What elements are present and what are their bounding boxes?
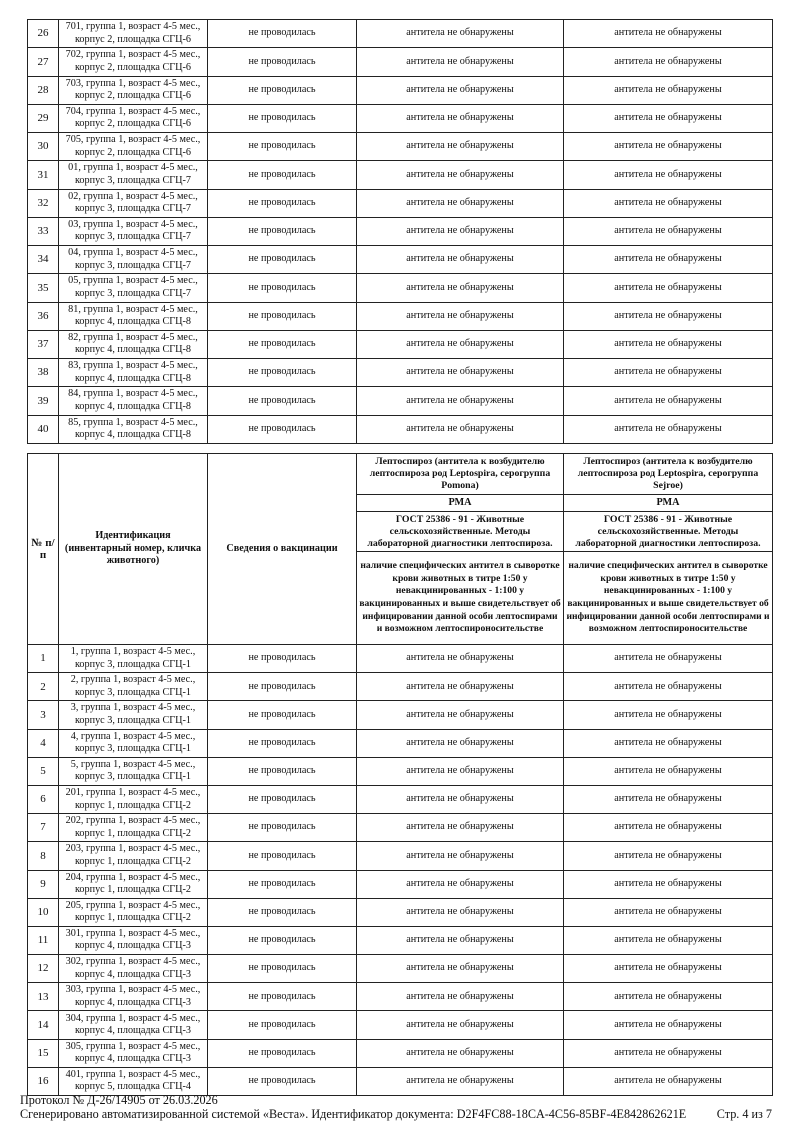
animal-identification: 84, группа 1, возраст 4-5 мес., корпус 4, площадка СГЦ-8 bbox=[59, 387, 208, 415]
header-number: № п/п bbox=[28, 454, 59, 645]
row-number: 31 bbox=[28, 161, 59, 189]
row-number: 15 bbox=[28, 1039, 59, 1067]
row-number: 4 bbox=[28, 729, 59, 757]
result-sejroe: антитела не обнаружены bbox=[564, 217, 773, 245]
vaccination-status: не проводилась bbox=[208, 387, 357, 415]
result-pomona: антитела не обнаружены bbox=[357, 302, 564, 330]
result-sejroe: антитела не обнаружены bbox=[564, 814, 773, 842]
result-sejroe: антитела не обнаружены bbox=[564, 645, 773, 673]
result-pomona: антитела не обнаружены bbox=[357, 926, 564, 954]
vaccination-status: не проводилась bbox=[208, 701, 357, 729]
table-row bbox=[28, 898, 773, 926]
table-row bbox=[28, 189, 773, 217]
row-number: 38 bbox=[28, 359, 59, 387]
animal-identification: 704, группа 1, возраст 4-5 мес., корпус 2, площадка СГЦ-6 bbox=[59, 104, 208, 132]
table-row bbox=[28, 955, 773, 983]
row-number: 10 bbox=[28, 898, 59, 926]
result-pomona: антитела не обнаружены bbox=[357, 1011, 564, 1039]
animal-identification: 303, группа 1, возраст 4-5 мес., корпус 4, площадка СГЦ-3 bbox=[59, 983, 208, 1011]
result-pomona: антитела не обнаружены bbox=[357, 701, 564, 729]
results-table-body bbox=[28, 20, 773, 444]
result-sejroe: антитела не обнаружены bbox=[564, 359, 773, 387]
vaccination-status: не проводилась bbox=[208, 785, 357, 813]
row-number: 16 bbox=[28, 1067, 59, 1095]
vaccination-status: не проводилась bbox=[208, 161, 357, 189]
table-row bbox=[28, 161, 773, 189]
result-pomona: антитела не обнаружены bbox=[357, 217, 564, 245]
table-row bbox=[28, 217, 773, 245]
result-pomona: антитела не обнаружены bbox=[357, 814, 564, 842]
vaccination-status: не проводилась bbox=[208, 76, 357, 104]
row-number: 37 bbox=[28, 330, 59, 358]
result-pomona: антитела не обнаружены bbox=[357, 104, 564, 132]
table-row bbox=[28, 330, 773, 358]
table-row bbox=[28, 359, 773, 387]
table-row bbox=[28, 814, 773, 842]
row-number: 32 bbox=[28, 189, 59, 217]
vaccination-status: не проводилась bbox=[208, 415, 357, 443]
vaccination-status: не проводилась bbox=[208, 217, 357, 245]
footer-line bbox=[20, 1107, 772, 1121]
results-table-continued bbox=[27, 19, 773, 444]
result-pomona: антитела не обнаружены bbox=[357, 1067, 564, 1095]
animal-identification: 301, группа 1, возраст 4-5 мес., корпус 4, площадка СГЦ-3 bbox=[59, 926, 208, 954]
animal-identification: 302, группа 1, возраст 4-5 мес., корпус 4, площадка СГЦ-3 bbox=[59, 955, 208, 983]
row-number: 5 bbox=[28, 757, 59, 785]
animal-identification: 204, группа 1, возраст 4-5 мес., корпус 1, площадка СГЦ-2 bbox=[59, 870, 208, 898]
page-number: Стр. 4 из 7 bbox=[716, 1107, 772, 1121]
row-number: 35 bbox=[28, 274, 59, 302]
result-sejroe: антитела не обнаружены bbox=[564, 76, 773, 104]
result-sejroe: антитела не обнаружены bbox=[564, 926, 773, 954]
result-pomona: антитела не обнаружены bbox=[357, 20, 564, 48]
result-pomona: антитела не обнаружены bbox=[357, 48, 564, 76]
result-sejroe: антитела не обнаружены bbox=[564, 1067, 773, 1095]
row-number: 7 bbox=[28, 814, 59, 842]
vaccination-status: не проводилась bbox=[208, 330, 357, 358]
result-pomona: антитела не обнаружены bbox=[357, 359, 564, 387]
result-sejroe: антитела не обнаружены bbox=[564, 330, 773, 358]
animal-identification: 1, группа 1, возраст 4-5 мес., корпус 3, площадка СГЦ-1 bbox=[59, 645, 208, 673]
result-sejroe: антитела не обнаружены bbox=[564, 104, 773, 132]
vaccination-status: не проводилась bbox=[208, 359, 357, 387]
table-row bbox=[28, 1011, 773, 1039]
table-row bbox=[28, 842, 773, 870]
row-number: 39 bbox=[28, 387, 59, 415]
result-sejroe: антитела не обнаружены bbox=[564, 415, 773, 443]
result-sejroe: антитела не обнаружены bbox=[564, 1039, 773, 1067]
results-table-body bbox=[28, 645, 773, 1096]
result-pomona: антитела не обнаружены bbox=[357, 1039, 564, 1067]
table-row bbox=[28, 104, 773, 132]
result-pomona: антитела не обнаружены bbox=[357, 729, 564, 757]
row-number: 26 bbox=[28, 20, 59, 48]
result-pomona: антитела не обнаружены bbox=[357, 415, 564, 443]
result-pomona: антитела не обнаружены bbox=[357, 189, 564, 217]
vaccination-status: не проводилась bbox=[208, 870, 357, 898]
result-sejroe: антитела не обнаружены bbox=[564, 1011, 773, 1039]
row-number: 40 bbox=[28, 415, 59, 443]
animal-identification: 85, группа 1, возраст 4-5 мес., корпус 4, площадка СГЦ-8 bbox=[59, 415, 208, 443]
table-row bbox=[28, 1067, 773, 1095]
result-sejroe: антитела не обнаружены bbox=[564, 246, 773, 274]
vaccination-status: не проводилась bbox=[208, 673, 357, 701]
vaccination-status: не проводилась bbox=[208, 814, 357, 842]
table-row bbox=[28, 48, 773, 76]
row-number: 3 bbox=[28, 701, 59, 729]
result-pomona: антитела не обнаружены bbox=[357, 898, 564, 926]
table-row bbox=[28, 1039, 773, 1067]
animal-identification: 5, группа 1, возраст 4-5 мес., корпус 3, площадка СГЦ-1 bbox=[59, 757, 208, 785]
animal-identification: 81, группа 1, возраст 4-5 мес., корпус 4, площадка СГЦ-8 bbox=[59, 302, 208, 330]
animal-identification: 83, группа 1, возраст 4-5 мес., корпус 4, площадка СГЦ-8 bbox=[59, 359, 208, 387]
row-number: 6 bbox=[28, 785, 59, 813]
result-pomona: антитела не обнаружены bbox=[357, 785, 564, 813]
result-sejroe: антитела не обнаружены bbox=[564, 870, 773, 898]
result-sejroe: антитела не обнаружены bbox=[564, 302, 773, 330]
vaccination-status: не проводилась bbox=[208, 1039, 357, 1067]
table-header bbox=[28, 454, 773, 645]
vaccination-status: не проводилась bbox=[208, 302, 357, 330]
result-pomona: антитела не обнаружены bbox=[357, 842, 564, 870]
result-sejroe: антитела не обнаружены bbox=[564, 983, 773, 1011]
vaccination-status: не проводилась bbox=[208, 274, 357, 302]
result-sejroe: антитела не обнаружены bbox=[564, 757, 773, 785]
row-number: 27 bbox=[28, 48, 59, 76]
vaccination-status: не проводилась bbox=[208, 898, 357, 926]
row-number: 12 bbox=[28, 955, 59, 983]
row-number: 28 bbox=[28, 76, 59, 104]
results-table-leptospirosis bbox=[27, 453, 773, 1096]
result-pomona: антитела не обнаружены bbox=[357, 673, 564, 701]
result-sejroe: антитела не обнаружены bbox=[564, 729, 773, 757]
animal-identification: 701, группа 1, возраст 4-5 мес., корпус 2, площадка СГЦ-6 bbox=[59, 20, 208, 48]
result-pomona: антитела не обнаружены bbox=[357, 983, 564, 1011]
result-pomona: антитела не обнаружены bbox=[357, 387, 564, 415]
protocol-number: Протокол № Д-26/14905 от 26.03.2026 bbox=[20, 1093, 218, 1107]
row-number: 14 bbox=[28, 1011, 59, 1039]
result-sejroe: антитела не обнаружены bbox=[564, 274, 773, 302]
vaccination-status: не проводилась bbox=[208, 48, 357, 76]
animal-identification: 201, группа 1, возраст 4-5 мес., корпус 1, площадка СГЦ-2 bbox=[59, 785, 208, 813]
result-pomona: антитела не обнаружены bbox=[357, 76, 564, 104]
vaccination-status: не проводилась bbox=[208, 926, 357, 954]
result-pomona: антитела не обнаружены bbox=[357, 870, 564, 898]
table-row bbox=[28, 246, 773, 274]
row-number: 2 bbox=[28, 673, 59, 701]
row-number: 13 bbox=[28, 983, 59, 1011]
vaccination-status: не проводилась bbox=[208, 1067, 357, 1095]
header-criteria-pomona: наличие специфических антител в сыворотке крови животных в титре 1:50 у невакцинированных - 1:100 у вакцинированных и выше свидетельствует об инфицировании данной особи лептоспирами и возможном лептоспироносительстве bbox=[357, 552, 564, 645]
vaccination-status: не проводилась bbox=[208, 1011, 357, 1039]
table-row bbox=[28, 645, 773, 673]
result-pomona: антитела не обнаружены bbox=[357, 955, 564, 983]
vaccination-status: не проводилась bbox=[208, 133, 357, 161]
table-row bbox=[28, 673, 773, 701]
vaccination-status: не проводилась bbox=[208, 955, 357, 983]
vaccination-status: не проводилась bbox=[208, 20, 357, 48]
result-sejroe: антитела не обнаружены bbox=[564, 842, 773, 870]
animal-identification: 05, группа 1, возраст 4-5 мес., корпус 3, площадка СГЦ-7 bbox=[59, 274, 208, 302]
result-pomona: антитела не обнаружены bbox=[357, 757, 564, 785]
animal-identification: 703, группа 1, возраст 4-5 мес., корпус 2, площадка СГЦ-6 bbox=[59, 76, 208, 104]
result-sejroe: антитела не обнаружены bbox=[564, 161, 773, 189]
result-pomona: антитела не обнаружены bbox=[357, 161, 564, 189]
row-number: 1 bbox=[28, 645, 59, 673]
result-sejroe: антитела не обнаружены bbox=[564, 785, 773, 813]
vaccination-status: не проводилась bbox=[208, 842, 357, 870]
header-test-pomona: Лептоспироз (антитела к возбудителю лептоспироза род Leptospira, серогруппа Pomona) bbox=[357, 454, 564, 495]
animal-identification: 01, группа 1, возраст 4-5 мес., корпус 3, площадка СГЦ-7 bbox=[59, 161, 208, 189]
header-method-pomona: РМА bbox=[357, 495, 564, 512]
animal-identification: 401, группа 1, возраст 4-5 мес., корпус 5, площадка СГЦ-4 bbox=[59, 1067, 208, 1095]
result-pomona: антитела не обнаружены bbox=[357, 246, 564, 274]
row-number: 33 bbox=[28, 217, 59, 245]
animal-identification: 02, группа 1, возраст 4-5 мес., корпус 3, площадка СГЦ-7 bbox=[59, 189, 208, 217]
result-pomona: антитела не обнаружены bbox=[357, 645, 564, 673]
animal-identification: 03, группа 1, возраст 4-5 мес., корпус 3, площадка СГЦ-7 bbox=[59, 217, 208, 245]
result-sejroe: антитела не обнаружены bbox=[564, 701, 773, 729]
result-pomona: антитела не обнаружены bbox=[357, 330, 564, 358]
header-vaccination: Сведения о вакцинации bbox=[208, 454, 357, 645]
header-criteria-sejroe: наличие специфических антител в сыворотке крови животных в титре 1:50 у невакцинированных - 1:100 у вакцинированных и выше свидетельствует об инфицировании данной особи лептоспирами и возможном лептоспироносительстве bbox=[564, 552, 773, 645]
vaccination-status: не проводилась bbox=[208, 983, 357, 1011]
table-row bbox=[28, 415, 773, 443]
result-pomona: антитела не обнаружены bbox=[357, 133, 564, 161]
animal-identification: 203, группа 1, возраст 4-5 мес., корпус 1, площадка СГЦ-2 bbox=[59, 842, 208, 870]
result-pomona: антитела не обнаружены bbox=[357, 274, 564, 302]
header-test-sejroe: Лептоспироз (антитела к возбудителю лептоспироза род Leptospira, серогруппа Sejroe) bbox=[564, 454, 773, 495]
animal-identification: 705, группа 1, возраст 4-5 мес., корпус 2, площадка СГЦ-6 bbox=[59, 133, 208, 161]
vaccination-status: не проводилась bbox=[208, 189, 357, 217]
result-sejroe: антитела не обнаружены bbox=[564, 189, 773, 217]
result-sejroe: антитела не обнаружены bbox=[564, 20, 773, 48]
animal-identification: 304, группа 1, возраст 4-5 мес., корпус 4, площадка СГЦ-3 bbox=[59, 1011, 208, 1039]
result-sejroe: антитела не обнаружены bbox=[564, 955, 773, 983]
result-sejroe: антитела не обнаружены bbox=[564, 48, 773, 76]
generated-by-text: Сгенерировано автоматизированной системой «Веста». Идентификатор документа: D2F4FC88-18CA-4C56-85BF-4E842862621E bbox=[20, 1107, 687, 1121]
table-row bbox=[28, 274, 773, 302]
animal-identification: 82, группа 1, возраст 4-5 мес., корпус 4, площадка СГЦ-8 bbox=[59, 330, 208, 358]
header-standard-sejroe: ГОСТ 25386 - 91 - Животные сельскохозяйственные. Методы лабораторной диагностики лептоспироза. bbox=[564, 512, 773, 552]
header-method-sejroe: РМА bbox=[564, 495, 773, 512]
row-number: 8 bbox=[28, 842, 59, 870]
animal-identification: 2, группа 1, возраст 4-5 мес., корпус 3, площадка СГЦ-1 bbox=[59, 673, 208, 701]
header-identification: Идентификация (инвентарный номер, кличка животного) bbox=[59, 454, 208, 645]
vaccination-status: не проводилась bbox=[208, 246, 357, 274]
table-row bbox=[28, 701, 773, 729]
result-sejroe: антитела не обнаружены bbox=[564, 133, 773, 161]
table-row bbox=[28, 133, 773, 161]
row-number: 34 bbox=[28, 246, 59, 274]
vaccination-status: не проводилась bbox=[208, 645, 357, 673]
header-standard-pomona: ГОСТ 25386 - 91 - Животные сельскохозяйственные. Методы лабораторной диагностики лептоспироза. bbox=[357, 512, 564, 552]
animal-identification: 305, группа 1, возраст 4-5 мес., корпус 4, площадка СГЦ-3 bbox=[59, 1039, 208, 1067]
table-row bbox=[28, 926, 773, 954]
result-sejroe: антитела не обнаружены bbox=[564, 673, 773, 701]
row-number: 36 bbox=[28, 302, 59, 330]
table-row bbox=[28, 387, 773, 415]
row-number: 30 bbox=[28, 133, 59, 161]
animal-identification: 205, группа 1, возраст 4-5 мес., корпус 1, площадка СГЦ-2 bbox=[59, 898, 208, 926]
table-row bbox=[28, 76, 773, 104]
animal-identification: 202, группа 1, возраст 4-5 мес., корпус 1, площадка СГЦ-2 bbox=[59, 814, 208, 842]
row-number: 11 bbox=[28, 926, 59, 954]
table-row bbox=[28, 20, 773, 48]
row-number: 9 bbox=[28, 870, 59, 898]
animal-identification: 3, группа 1, возраст 4-5 мес., корпус 3, площадка СГЦ-1 bbox=[59, 701, 208, 729]
table-row bbox=[28, 785, 773, 813]
table-row bbox=[28, 302, 773, 330]
row-number: 29 bbox=[28, 104, 59, 132]
result-sejroe: антитела не обнаружены bbox=[564, 898, 773, 926]
vaccination-status: не проводилась bbox=[208, 757, 357, 785]
vaccination-status: не проводилась bbox=[208, 729, 357, 757]
vaccination-status: не проводилась bbox=[208, 104, 357, 132]
table-row bbox=[28, 729, 773, 757]
table-row bbox=[28, 757, 773, 785]
animal-identification: 702, группа 1, возраст 4-5 мес., корпус 2, площадка СГЦ-6 bbox=[59, 48, 208, 76]
table-row bbox=[28, 983, 773, 1011]
result-sejroe: антитела не обнаружены bbox=[564, 387, 773, 415]
table-row bbox=[28, 870, 773, 898]
animal-identification: 4, группа 1, возраст 4-5 мес., корпус 3, площадка СГЦ-1 bbox=[59, 729, 208, 757]
animal-identification: 04, группа 1, возраст 4-5 мес., корпус 3, площадка СГЦ-7 bbox=[59, 246, 208, 274]
